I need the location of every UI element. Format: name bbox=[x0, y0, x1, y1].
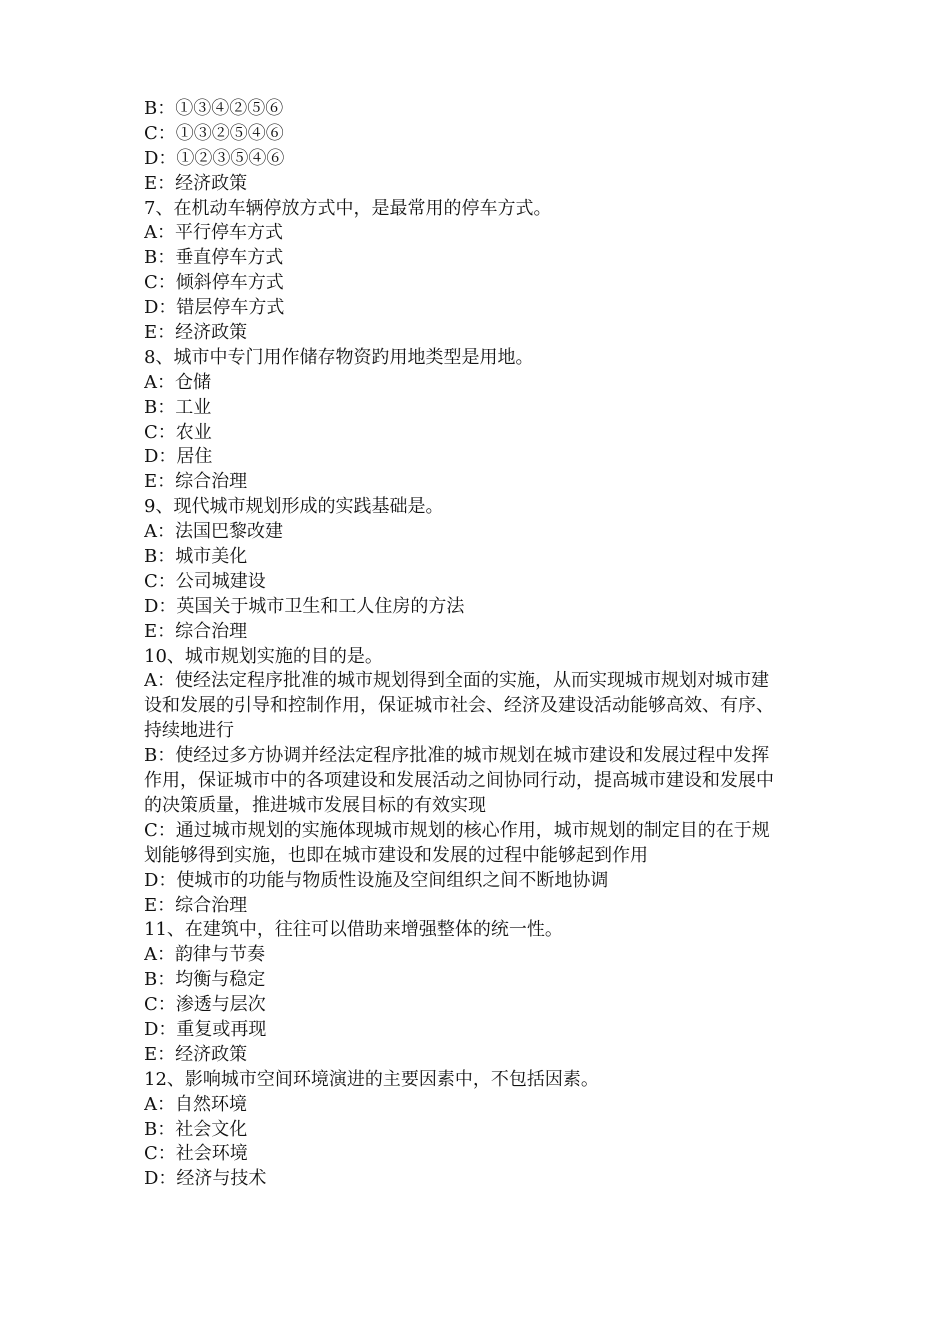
option-line: E：经济政策 bbox=[144, 1043, 248, 1065]
option-line: E：经济政策 bbox=[144, 172, 248, 194]
option-line: A：韵律与节奏 bbox=[144, 944, 265, 966]
option-line: A：仓储 bbox=[144, 371, 211, 393]
option-line: B：垂直停车方式 bbox=[144, 247, 284, 269]
option-line: B：①③④②⑤⑥ bbox=[144, 98, 284, 119]
option-line: B：工业 bbox=[144, 396, 212, 418]
option-line: D：居住 bbox=[144, 446, 213, 468]
option-line: E：综合治理 bbox=[144, 894, 248, 916]
option-line: B：城市美化 bbox=[144, 546, 248, 568]
option-line: B：使经过多方协调并经法定程序批准的城市规划在城市建设和发展过程中发挥 bbox=[144, 745, 770, 767]
option-line: D：英国关于城市卫生和工人住房的方法 bbox=[144, 595, 465, 617]
document-body bbox=[144, 97, 816, 1192]
option-line: D：重复或再现 bbox=[144, 1018, 267, 1040]
option-line: C：公司城建设 bbox=[144, 570, 266, 592]
option-line: C：倾斜停车方式 bbox=[144, 272, 284, 294]
option-line: E：经济政策 bbox=[144, 322, 248, 344]
option-line: A：法国巴黎改建 bbox=[144, 521, 283, 543]
question-line: 9、现代城市规划形成的实践基础是。 bbox=[144, 496, 444, 518]
option-line: B：社会文化 bbox=[144, 1118, 248, 1140]
option-line: 作用，保证城市中的各项建设和发展活动之间协同行动，提高城市建设和发展中 bbox=[144, 770, 774, 792]
option-line: B：均衡与稳定 bbox=[144, 969, 266, 991]
question-line: 7、在机动车辆停放方式中，是最常用的停车方式。 bbox=[144, 197, 552, 219]
option-line: E：综合治理 bbox=[144, 620, 248, 642]
option-line: A：使经法定程序批准的城市规划得到全面的实施，从而实现城市规划对城市建 bbox=[144, 670, 769, 692]
option-line: 持续地进行 bbox=[144, 720, 234, 742]
option-line: 的决策质量，推进城市发展目标的有效实现 bbox=[144, 794, 486, 816]
option-line: C：渗透与层次 bbox=[144, 994, 266, 1016]
option-line: 划能够得到实施，也即在城市建设和发展的过程中能够起到作用 bbox=[144, 844, 648, 866]
question-line: 8、城市中专门用作储存物资趵用地类型是用地。 bbox=[144, 346, 534, 368]
option-line: C：农业 bbox=[144, 421, 212, 443]
question-line: 10、城市规划实施的目的是。 bbox=[144, 645, 383, 667]
option-line: D：使城市的功能与物质性设施及空间组织之间不断地协调 bbox=[144, 869, 609, 891]
option-line: 设和发展的引导和控制作用，保证城市社会、经济及建设活动能够高效、有序、 bbox=[144, 695, 774, 717]
option-line: C：通过城市规划的实施体现城市规划的核心作用，城市规划的制定目的在于规 bbox=[144, 819, 770, 841]
option-line: A：自然环境 bbox=[144, 1093, 247, 1115]
question-line: 12、影响城市空间环境演进的主要因素中，不包括因素。 bbox=[144, 1068, 599, 1090]
option-line: D：经济与技术 bbox=[144, 1168, 267, 1190]
option-line: D：①②③⑤④⑥ bbox=[144, 147, 285, 169]
option-line: C：社会环境 bbox=[144, 1143, 248, 1165]
option-line: A：平行停车方式 bbox=[144, 222, 283, 244]
option-line: D：错层停车方式 bbox=[144, 297, 285, 319]
option-line: C：①③②⑤④⑥ bbox=[144, 122, 284, 144]
option-line: E：综合治理 bbox=[144, 471, 248, 493]
question-line: 11、在建筑中，往往可以借助来增强整体的统一性。 bbox=[144, 919, 563, 941]
